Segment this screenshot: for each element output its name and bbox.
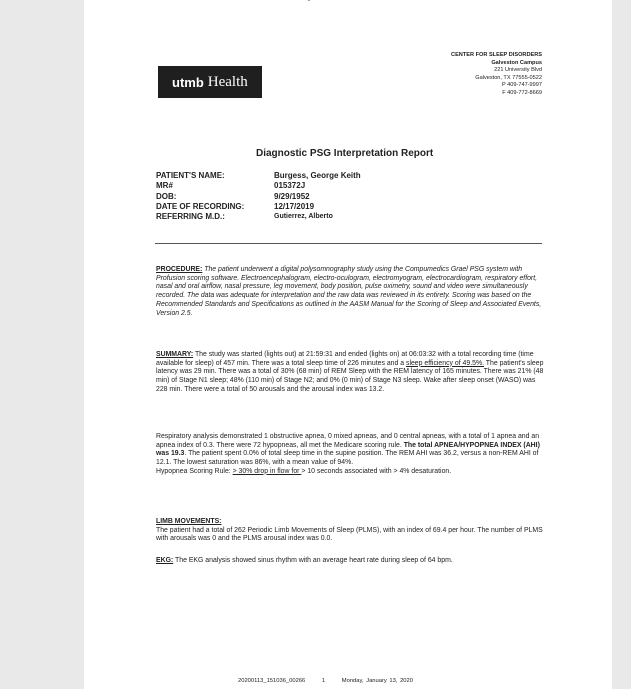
dob-label: DOB: [156,191,177,201]
respiratory-text-a: Respiratory analysis demonstrated 1 obstructive apnea, 0 mixed apneas, and 0 central apneas, with a total of 1 apnea and an apnea index of 0.3. There were 72 hypopneas, all met the Medicare scoring rule. [156,433,540,449]
dob-value: 9/29/1952 [274,191,310,201]
ahi-statement: The total APNEA/HYPOPNEA INDEX (AHI) was 19.3 [156,441,540,458]
summary-text-1a: The study was started (lights out) at 21:59:31 and ended (lights on) at 06:03:32 with a total recording time (time available for sleep) of 457 min. There was a total sleep time of 226 minutes and a [156,351,534,367]
procedure-text: The patient underwent a digital polysomnography study using the Compumedics Grael PSG system with Profusion scoring software. Electroencephalogram, electro-oculogram, electromyogram, electrocardiogram, respiratory effort, nasal and oral airflow, nasal pressure, leg movement, body position, pulse oximetry, sound and video were simultaneously recorded. The data was adequate for interpretation and the raw data was reviewed in its entirety. Scoring was based on the Recommended Standards and Specifications as outlined in the AASM Manual for the Scoring of Sleep and Associated Events, Version 2.5. [156,266,542,317]
footer-file: 20200113_151036_00266 [238,678,306,684]
fax-header [228,0,437,1]
summary-label: SUMMARY: [156,351,194,358]
logo-mark: utmb [172,74,204,90]
fax-from [228,0,294,1]
center-city: Galveston, TX 77555-0522 [475,74,542,81]
divider-line [155,243,542,244]
footer-page: 1 [321,678,326,684]
limb-label: LIMB MOVEMENTS: [156,518,222,525]
referring-md-label: REFERRING M.D.: [156,212,225,222]
recording-date-value: 12/17/2019 [274,201,315,211]
hypopnea-rule-label: Hypopnea Scoring Rule: [156,467,233,475]
center-address-block [420,52,542,98]
ekg-label: EKG: [156,557,174,564]
center-name: CENTER FOR SLEEP DISORDERS [451,52,542,58]
procedure-label: PROCEDURE: [156,266,203,273]
mr-value: 015372J [274,181,306,191]
fax-date [340,0,437,1]
hypopnea-rule-1: > 30% drop in flow for [232,467,302,475]
sleep-efficiency-link: sleep efficiency of 49.5%. [406,359,485,367]
ekg-section [156,557,544,566]
respiratory-section [156,433,544,477]
ekg-text: The EKG analysis showed sinus rhythm with an average heart rate during sleep of 64 bpm. [175,557,453,564]
respiratory-text-b: . The patient spent 0.0% of total sleep time in the supine position. The REM AHI was 36.2, versus a non-REM AHI of 12.1. The lowest saturation was 86%, with a mean value of 94%. [156,450,539,467]
center-campus: Galveston Campus [491,59,542,66]
document-page [84,0,612,689]
referring-md-value: Gutierrez, Alberto [274,213,333,221]
center-phone: P 409-747-9997 [501,82,542,89]
center-street: 221 University Blvd [494,67,542,74]
footer-date: Monday, January 13, 2020 [341,678,413,684]
limb-text: The patient had a total of 262 Periodic Limb Movements of Sleep (PLMS), with an index of 69.4 per hour. The number of PLMS with arousals was 0 and the PLMS arousal index was 0.0. [156,526,543,543]
page-footer [238,678,427,684]
recording-date-label: DATE OF RECORDING: [156,201,245,211]
fax-page [298,0,335,1]
hypopnea-rule-3: > 4% desaturation. [393,467,452,475]
utmb-health-logo [158,66,262,98]
limb-section [156,518,544,544]
logo-name: Health [207,73,248,90]
hypopnea-rule-2: > 10 seconds associated with [301,467,394,475]
report-title: Diagnostic PSG Interpretation Report [256,148,434,159]
patient-labels [156,171,244,222]
summary-text-1b: The patient's sleep latency was 29 min. There was a total of 30% (68 min) of REM Sleep with the REM latency of 165 minutes. There was 21% (48 min) of Stage N1 sleep; 48% (110 min) of Stage N2; and 0% (0 min) of Stage N3 sleep. Wake after sleep onset (WASO) was 228 min. There were a total of 50 arousals and the arousal index was 13.2. [156,359,544,393]
patient-name-value: Burgess, George Keith [274,171,361,180]
center-fax: F 409-772-8669 [502,89,542,96]
summary-section [156,351,544,395]
mr-label: MR# [156,181,173,191]
patient-values [274,171,361,222]
procedure-section [156,266,544,318]
patient-name-label: PATIENT'S NAME: [156,171,225,180]
